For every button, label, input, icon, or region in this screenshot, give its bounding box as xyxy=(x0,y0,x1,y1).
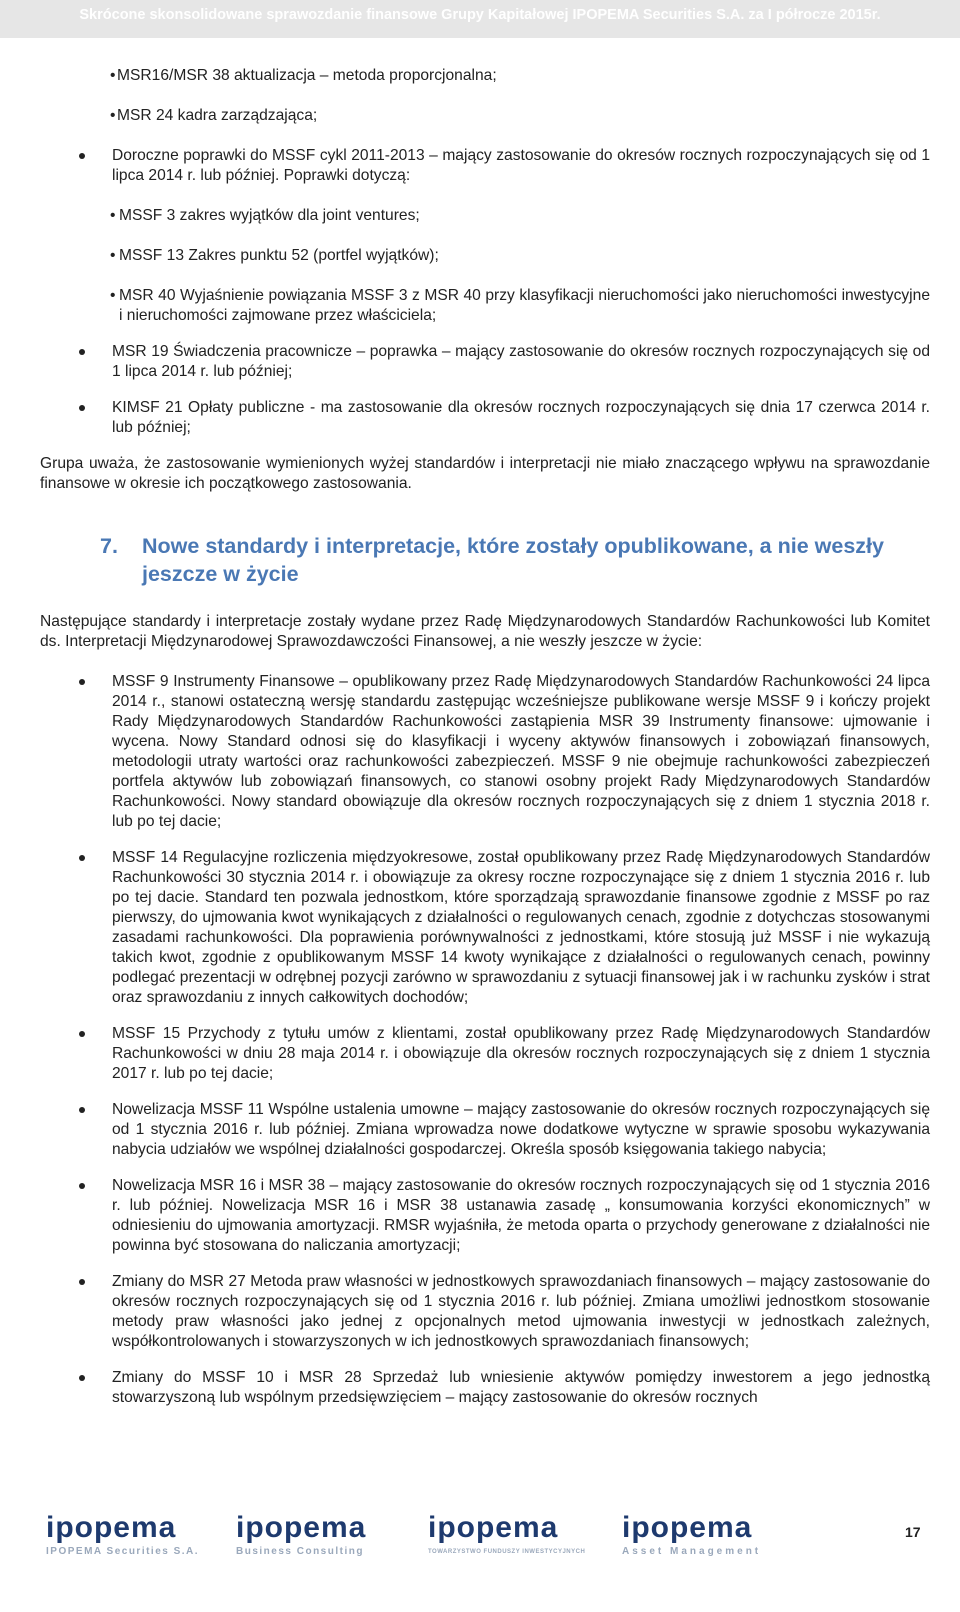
logo-tagline: TOWARZYSTWO FUNDUSZY INWESTYCYJNYCH xyxy=(428,1549,586,1555)
sub-list-item: • MSR16/MSR 38 aktualizacja – metoda proporcjonalna; xyxy=(40,66,930,86)
sub-list-item: • MSSF 13 Zakres punktu 52 (portfel wyjątków); xyxy=(40,246,930,266)
footer xyxy=(0,1510,960,1570)
running-header: Skrócone skonsolidowane sprawozdanie finansowe Grupy Kapitałowej IPOPEMA Securities S.A. za I półrocze 2015r. xyxy=(0,0,960,38)
sub-list-item: • MSSF 3 zakres wyjątków dla joint ventures; xyxy=(40,206,930,226)
bullet-item: Zmiany do MSSF 10 i MSR 28 Sprzedaż lub wniesienie aktywów pomiędzy inwestorem a jego jednostką stowarzyszoną lub wspólnym przedsięwzięciem – mający zastosowanie do okresów rocznych xyxy=(40,1368,930,1408)
logo-tagline: Asset Management xyxy=(622,1546,762,1557)
page-number: 17 xyxy=(905,1524,921,1540)
section-heading xyxy=(100,532,930,588)
bullet-item: KIMSF 21 Opłaty publiczne - ma zastosowanie dla okresów rocznych rozpoczynających się dnia 17 czerwca 2014 r. lub później; xyxy=(40,398,930,438)
bullet-item: MSSF 15 Przychody z tytułu umów z klientami, został opublikowany przez Radę Międzynarodowych Standardów Rachunkowości w dniu 28 maja 2014 r. i obowiązuje dla okresów rocznych rozpoczynających się z dniem 1 stycznia 2017 r. lub po tej dacie; xyxy=(40,1024,930,1084)
logo-securities xyxy=(46,1510,199,1558)
bullet-item: MSSF 9 Instrumenty Finansowe – opublikowany przez Radę Międzynarodowych Standardów Rachunkowości 24 lipca 2014 r., stanowi ostateczną wersję standardu zastępując wcześniejsze publikowane wersje MSSF 9 i kończy projekt Rady Międzynarodowych Standardów Rachunkowości zastąpienia MSR 39 Instrumenty finansowe: ujmowanie i wycena. Nowy Standard odnosi się do klasyfikacji i wyceny aktywów finansowych i zobowiązań finansowych, metodologii utraty wartości oraz rachunkowości zabezpieczeń. MSSF 9 nie obejmuje rachunkowości zabezpieczeń portfela aktywów lub zobowiązań finansowych, co stanowi osobny projekt Rady Międzynarodowych Standardów Rachunkowości. Nowy standard obowiązuje dla okresów rocznych rozpoczynających się z dniem 1 stycznia 2018 r. lub po tej dacie; xyxy=(40,672,930,832)
section-number: 7. xyxy=(100,534,118,558)
bullet-item: MSR 19 Świadczenia pracownicze – poprawka – mający zastosowanie do okresów rocznych rozpoczynających się od 1 lipca 2014 r. lub później; xyxy=(40,342,930,382)
section-title-text: Nowe standardy i interpretacje, które zostały opublikowane, a nie weszły jeszcze w życie xyxy=(142,534,884,586)
logo-tfi xyxy=(428,1510,585,1558)
sub-list-item: • MSR 24 kadra zarządzająca; xyxy=(40,106,930,126)
bullet-item: MSSF 14 Regulacyjne rozliczenia międzyokresowe, został opublikowany przez Radę Międzynarodowych Standardów Rachunkowości 30 stycznia 2014 r. i obowiązuje za okresy roczne rozpoczynające się z dniem 1 stycznia 2016 r. lub po tej dacie. Standard ten pozwala jednostkom, które sporządzają sprawozdanie finansowe zgodnie z MSSF po raz pierwszy, do ujmowania kwot wynikających z działalności o regulowanych cenach, zgodnie z dotychczas stosowanymi zasadami rachunkowości. Dla poprawienia porównywalności z jednostkami, które stosują już MSSF i nie wykazują takich kwot, zgodnie z opublikowanym MSSF 14 kwoty wynikające z działalności o regulowanych cenach, powinny podlegać prezentacji w odrębnej pozycji zarówno w sprawozdaniu z sytuacji finansowej jak i w rachunku zysków i strat oraz sprawozdaniu z innych całkowitych dochodów; xyxy=(40,848,930,1008)
document-body xyxy=(40,66,930,1424)
logo-wordmark: ipopema xyxy=(622,1511,753,1544)
logo-asset-management xyxy=(622,1510,761,1558)
annual-improvements-sublist xyxy=(112,206,930,326)
logo-business-consulting xyxy=(236,1510,366,1558)
logo-wordmark: ipopema xyxy=(236,1511,367,1544)
annual-improvements-item xyxy=(40,146,930,326)
bullet-item: Nowelizacja MSR 16 i MSR 38 – mający zastosowanie do okresów rocznych rozpoczynających się od 1 stycznia 2016 r. lub później. Nowelizacja MSR 16 i MSR 38 ustanawia zasadę „ konsumowania korzyści ekonomicznych” w odniesieniu do ujmowania amortyzacji. RMSR wyjaśniła, że metoda oparta o przychody generowane z działalności nie powinna być stosowana do naliczania amortyzacji; xyxy=(40,1176,930,1256)
sub-list-item: • MSR 40 Wyjaśnienie powiązania MSSF 3 z MSR 40 przy klasyfikacji nieruchomości jako nieruchomości inwestycyjne i nieruchomości zajmowane przez właściciela; xyxy=(40,286,930,326)
bullet-item: Nowelizacja MSSF 11 Wspólne ustalenia umowne – mający zastosowanie do okresów rocznych rozpoczynających się od 1 stycznia 2016 r. lub później. Zmiana wprowadza nowe dodatkowe wytyczne w sprawie sposobu wykazywania nabycia udziałów we wspólnej działalności gospodarczej. Określa sposób księgowania takiego nabycia; xyxy=(40,1100,930,1160)
section-intro: Następujące standardy i interpretacje zostały wydane przez Radę Międzynarodowych Standardów Rachunkowości lub Komitet ds. Interpretacji Międzynarodowej Sprawozdawczości Finansowej, a nie weszły jeszcze w życie: xyxy=(40,613,930,650)
logo-tagline: IPOPEMA Securities S.A. xyxy=(46,1546,200,1557)
logo-wordmark: ipopema xyxy=(428,1511,559,1544)
logo-wordmark: ipopema xyxy=(46,1511,177,1544)
group-statement: Grupa uważa, że zastosowanie wymienionych wyżej standardów i interpretacji nie miało znaczącego wpływu na sprawozdanie finansowe w okresie ich początkowego zastosowania. xyxy=(40,455,930,492)
logo-tagline: Business Consulting xyxy=(236,1546,364,1557)
annual-improvements-text: Doroczne poprawki do MSSF cykl 2011-2013 – mający zastosowanie do okresów rocznych rozpoczynających się od 1 lipca 2014 r. lub później. Poprawki dotyczą: xyxy=(112,147,930,184)
bullet-item: Zmiany do MSR 27 Metoda praw własności w jednostkowych sprawozdaniach finansowych – mający zastosowanie do okresów rocznych rozpoczynających się od 1 stycznia 2016 r. lub później. Zmiana umożliwi jednostkom stosowanie metody praw własności jako jednej z opcjonalnych metod ujmowania inwestycji w jednostkach zależnych, współkontrolowanych i stowarzyszonych w ich jednostkowych sprawozdaniach finansowych; xyxy=(40,1272,930,1352)
